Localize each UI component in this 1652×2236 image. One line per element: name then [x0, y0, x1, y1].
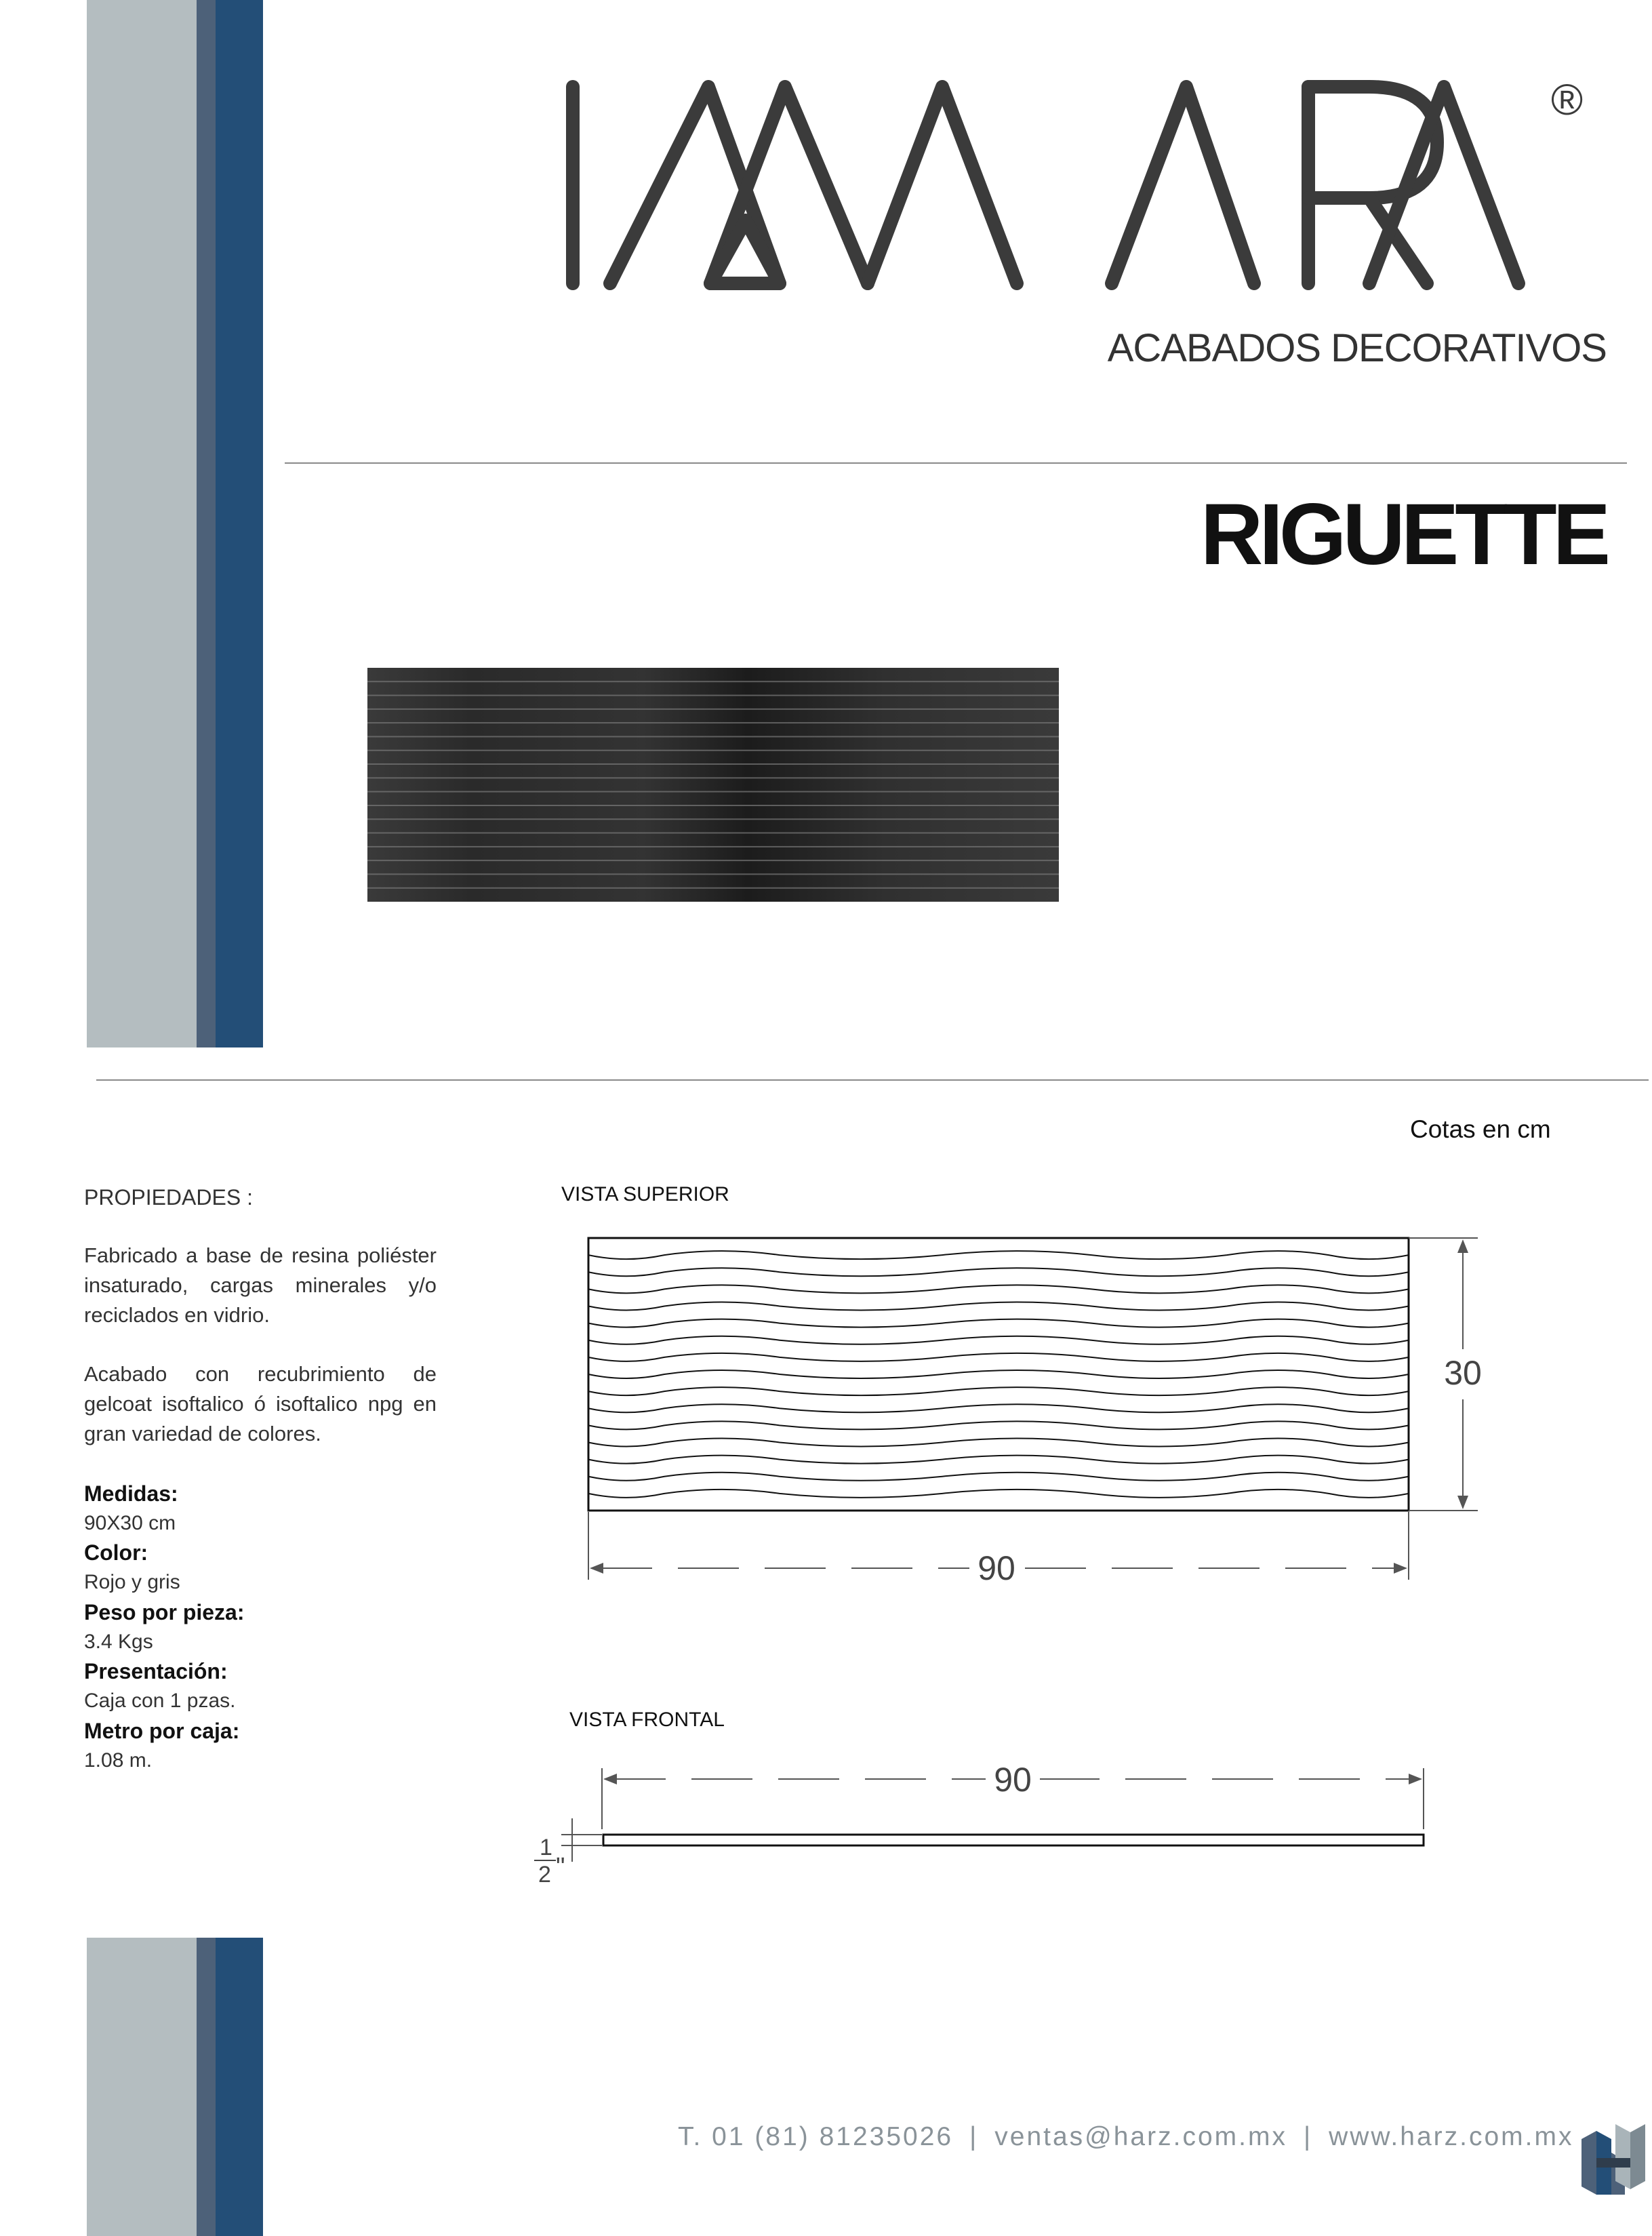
spec-label-metro: Metro por caja:: [84, 1719, 240, 1743]
top-view-rib: [588, 1387, 1409, 1395]
footer-website[interactable]: www.harz.com.mx: [1329, 2122, 1574, 2151]
top-view-rib: [588, 1251, 1409, 1259]
front-view-width-dim: 90: [994, 1761, 1032, 1799]
spec-value-medidas: 90X30 cm: [84, 1512, 176, 1534]
registered-mark: ®: [1551, 75, 1584, 124]
properties-paragraph-2: Acabado con recubrimiento de gelcoat isoftalico ó isoftalico npg en gran variedad de colores.: [84, 1362, 437, 1445]
properties-heading: PROPIEDADES :: [84, 1185, 253, 1210]
side-bar-gray-top: [87, 0, 197, 1047]
side-bar-slate-bottom: [197, 1938, 216, 2236]
top-view-rib: [588, 1319, 1409, 1327]
footer-separator-2: |: [1303, 2122, 1313, 2151]
front-view-label: VISTA FRONTAL: [569, 1709, 725, 1731]
thickness-numerator: 1: [540, 1835, 552, 1860]
side-bar-slate-top: [197, 0, 216, 1047]
spec-value-peso: 3.4 Kgs: [84, 1631, 153, 1653]
header-divider: [285, 462, 1627, 464]
footer-separator-1: |: [969, 2122, 979, 2151]
units-note: Cotas en cm: [1410, 1115, 1551, 1143]
spec-value-color: Rojo y gris: [84, 1571, 180, 1593]
product-title: RIGUETTE: [1200, 486, 1607, 583]
spec-value-metro: 1.08 m.: [84, 1749, 153, 1772]
top-view-rib: [588, 1353, 1409, 1361]
front-view-drawing: [522, 1756, 1457, 1932]
side-bar-gray-bottom: [87, 1938, 197, 2236]
side-bar-blue-bottom: [216, 1938, 263, 2236]
brand-logo: [556, 75, 1627, 298]
top-view-rib: [588, 1302, 1409, 1311]
top-view-rib: [588, 1336, 1409, 1344]
top-view-drawing: [576, 1220, 1539, 1586]
top-view-rib: [588, 1490, 1409, 1498]
top-view-rib: [588, 1268, 1409, 1276]
thickness-unit: ": [556, 1853, 565, 1881]
spec-label-medidas: Medidas:: [84, 1481, 178, 1506]
top-view-rib: [588, 1439, 1409, 1447]
thickness-denominator: 2: [538, 1862, 551, 1888]
top-view-rib: [588, 1404, 1409, 1412]
brand-tagline: ACABADOS DECORATIVOS: [1107, 326, 1607, 370]
top-view-width-dim: 90: [978, 1549, 1015, 1586]
top-view-rib: [588, 1370, 1409, 1378]
footer-contact: [678, 2122, 1574, 2152]
harz-logo-icon: [1576, 2119, 1651, 2200]
footer-email[interactable]: ventas@harz.com.mx: [994, 2122, 1287, 2151]
top-view-rib: [588, 1285, 1409, 1293]
properties-paragraph-1: Fabricado a base de resina poliéster insaturado, cargas minerales y/o reciclados en vidrio.: [84, 1243, 437, 1327]
product-photo: [367, 668, 1059, 902]
top-view-rib: [588, 1456, 1409, 1464]
spec-label-peso: Peso por pieza:: [84, 1600, 245, 1624]
spec-label-presentacion: Presentación:: [84, 1659, 228, 1683]
top-view-rib: [588, 1421, 1409, 1429]
spec-label-color: Color:: [84, 1540, 148, 1565]
top-view-height-dim: 30: [1444, 1354, 1482, 1392]
top-view-rib: [588, 1473, 1409, 1481]
side-bar-blue-top: [216, 0, 263, 1047]
mid-divider: [96, 1079, 1649, 1081]
top-view-label: VISTA SUPERIOR: [561, 1183, 729, 1205]
footer-phone: T. 01 (81) 81235026: [678, 2122, 954, 2151]
spec-value-presentacion: Caja con 1 pzas.: [84, 1690, 236, 1712]
